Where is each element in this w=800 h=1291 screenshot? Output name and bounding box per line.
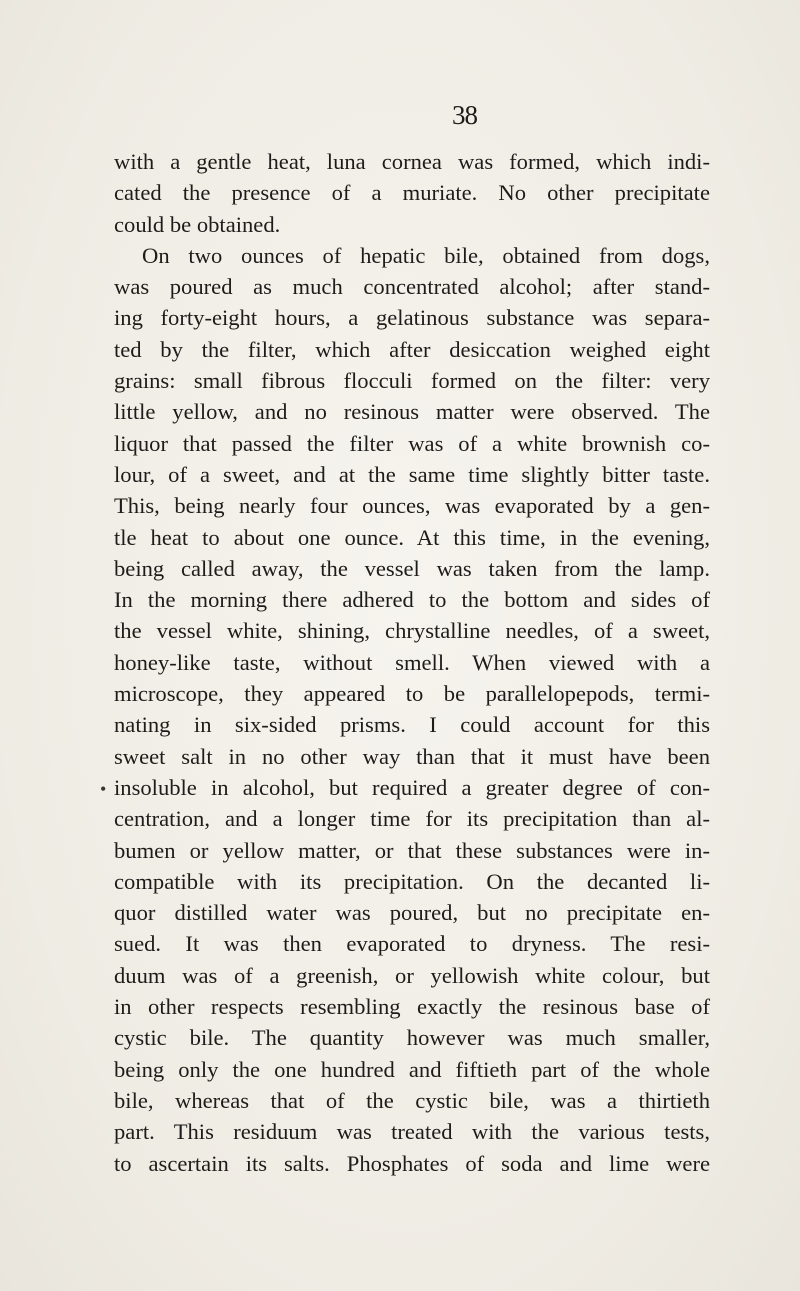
text-line: nating in six-sided prisms. I could account for this (114, 712, 710, 738)
text-line: cated the presence of a muriate. No other precipitate (114, 180, 710, 206)
text-line: This, being nearly four ounces, was evaporated by a gen- (114, 493, 710, 519)
text-line: In the morning there adhered to the bottom and sides of (114, 587, 710, 613)
text-line: to ascertain its salts. Phosphates of soda and lime were (114, 1150, 710, 1176)
text-line: duum was of a greenish, or yellowish white colour, but (114, 962, 710, 988)
text-line: bile, whereas that of the cystic bile, was a thirtieth (114, 1087, 710, 1113)
text-line: being only the one hundred and fiftieth part of the whole (114, 1056, 710, 1082)
text-line: bumen or yellow matter, or that these substances were in- (114, 837, 710, 863)
text-line: was poured as much concentrated alcohol; after stand- (114, 274, 710, 300)
margin-mark: • (100, 779, 107, 799)
text-line: grains: small fibrous flocculi formed on the filter: very (114, 368, 710, 394)
text-line: lour, of a sweet, and at the same time slightly bitter taste. (114, 461, 710, 487)
text-line: ing forty-eight hours, a gelatinous substance was separa- (114, 305, 710, 331)
text-line: part. This residuum was treated with the various tests, (114, 1119, 710, 1145)
text-line: the vessel white, shining, chrystalline needles, of a sweet, (114, 618, 710, 644)
text-line: sued. It was then evaporated to dryness. The resi- (114, 931, 710, 957)
text-line: On two ounces of hepatic bile, obtained from dogs, (142, 242, 710, 268)
text-line: being called away, the vessel was taken from the lamp. (114, 555, 710, 581)
text-line: microscope, they appeared to be parallelopepods, termi- (114, 681, 710, 707)
text-line: tle heat to about one ounce. At this time, in the evening, (114, 524, 710, 550)
text-line: honey-like taste, without smell. When viewed with a (114, 649, 710, 675)
page-number: 38 (452, 100, 477, 130)
text-line: ted by the filter, which after desiccation weighed eight (114, 336, 710, 362)
text-line: compatible with its precipitation. On the decanted li- (114, 868, 710, 894)
text-line: centration, and a longer time for its precipitation than al- (114, 806, 710, 832)
text-line: quor distilled water was poured, but no precipitate en- (114, 900, 710, 926)
text-line: sweet salt in no other way than that it must have been (114, 743, 710, 769)
text-line: insoluble in alcohol, but required a greater degree of con- (114, 774, 710, 800)
text-line: could be obtained. (114, 211, 281, 237)
text-line: liquor that passed the filter was of a white brownish co- (114, 430, 710, 456)
text-line: little yellow, and no resinous matter were observed. The (114, 399, 710, 425)
text-line: in other respects resembling exactly the resinous base of (114, 994, 710, 1020)
text-line: cystic bile. The quantity however was much smaller, (114, 1025, 710, 1051)
text-line: with a gentle heat, luna cornea was formed, which indi- (114, 149, 710, 174)
body-text (114, 146, 710, 1179)
